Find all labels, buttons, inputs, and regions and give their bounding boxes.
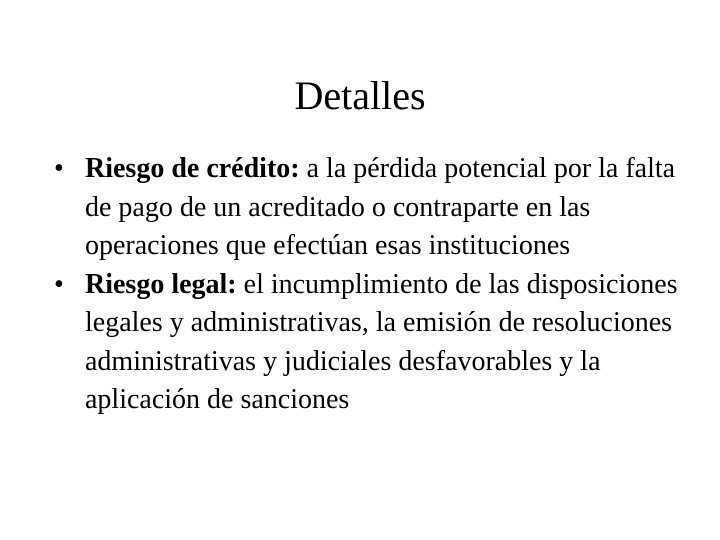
bullet-term: Riesgo legal: [85,268,237,300]
bullet-text: a la pérdida potencial por la falta de pago de un acreditado o contraparte en las operaciones que efectúan esas instituciones [85,153,676,261]
slide-title: Detalles [294,73,426,118]
bullet-icon: • [54,268,64,300]
bullet-text: el incumplimiento de las disposiciones legales y administrativas, la emisión de resoluciones administrativas y judiciales desfavorables y la aplicación de sanciones [85,268,678,415]
bullet-item-credit-risk [54,150,694,266]
bullet-list [54,150,694,420]
bullet-term: Riesgo de crédito: [85,153,300,184]
bullet-icon: • [54,153,64,184]
bullet-item-legal-risk [54,266,694,420]
